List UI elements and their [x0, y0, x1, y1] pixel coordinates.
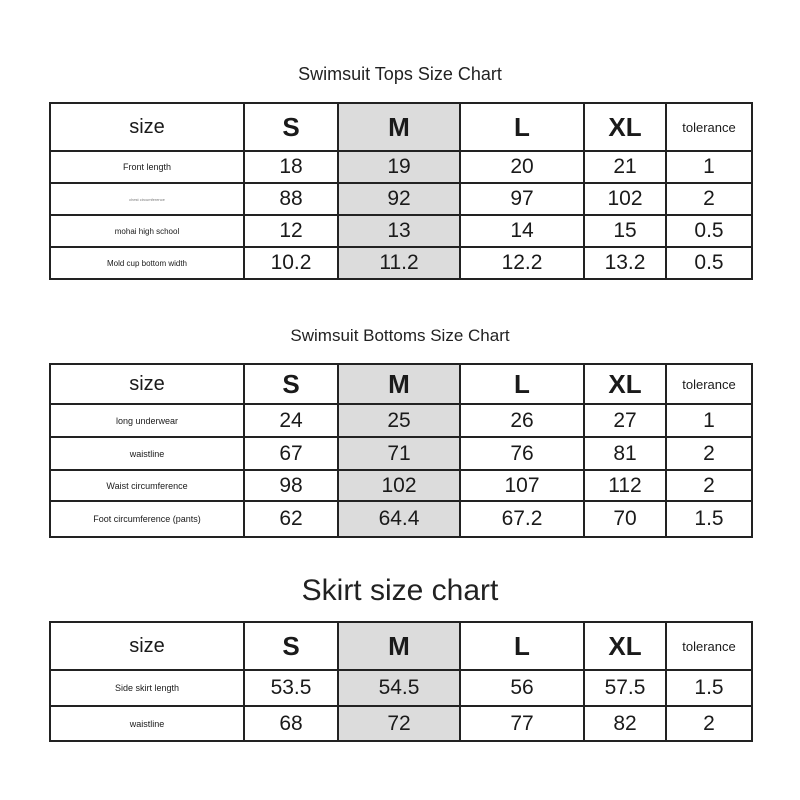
cell-s: 10.2: [244, 247, 338, 279]
header-size-m: M: [338, 103, 460, 151]
table-row: [50, 247, 752, 279]
table-header-row: [50, 364, 752, 404]
skirt-chart-title: Skirt size chart: [301, 574, 499, 607]
cell-tolerance: 2: [666, 706, 752, 741]
cell-tolerance: 2: [666, 183, 752, 215]
table-row: [50, 437, 752, 470]
bottoms-size-table: [49, 363, 753, 538]
cell-tolerance: 1.5: [666, 670, 752, 706]
cell-l: 67.2: [460, 501, 584, 537]
cell-xl: 82: [584, 706, 666, 741]
cell-xl: 27: [584, 404, 666, 437]
cell-s: 68: [244, 706, 338, 741]
cell-s: 88: [244, 183, 338, 215]
cell-xl: 112: [584, 470, 666, 501]
cell-l: 26: [460, 404, 584, 437]
cell-tolerance: 1: [666, 404, 752, 437]
cell-tolerance: 0.5: [666, 247, 752, 279]
table-row: [50, 501, 752, 537]
cell-m: 72: [338, 706, 460, 741]
cell-m: 102: [338, 470, 460, 501]
cell-s: 12: [244, 215, 338, 247]
table-row: [50, 183, 752, 215]
cell-xl: 57.5: [584, 670, 666, 706]
table-header-row: [50, 103, 752, 151]
row-label: mohai high school: [50, 215, 244, 247]
header-size-l: L: [460, 364, 584, 404]
cell-tolerance: 0.5: [666, 215, 752, 247]
header-tolerance: tolerance: [666, 103, 752, 151]
cell-l: 56: [460, 670, 584, 706]
cell-tolerance: 2: [666, 470, 752, 501]
table-row: [50, 151, 752, 183]
cell-m: 13: [338, 215, 460, 247]
cell-s: 18: [244, 151, 338, 183]
cell-xl: 13.2: [584, 247, 666, 279]
row-label: Foot circumference (pants): [50, 501, 244, 537]
cell-xl: 81: [584, 437, 666, 470]
table-row: [50, 470, 752, 501]
header-size-m: M: [338, 622, 460, 670]
row-label: Waist circumference: [50, 470, 244, 501]
cell-s: 24: [244, 404, 338, 437]
cell-xl: 21: [584, 151, 666, 183]
cell-s: 53.5: [244, 670, 338, 706]
tops-size-table: [49, 102, 753, 280]
table-row: [50, 404, 752, 437]
cell-m: 64.4: [338, 501, 460, 537]
header-size-s: S: [244, 364, 338, 404]
cell-m: 11.2: [338, 247, 460, 279]
header-size-l: L: [460, 103, 584, 151]
header-size-s: S: [244, 622, 338, 670]
header-size-l: L: [460, 622, 584, 670]
tops-chart-title: Swimsuit Tops Size Chart: [298, 64, 502, 84]
cell-l: 77: [460, 706, 584, 741]
cell-l: 107: [460, 470, 584, 501]
table-header-row: [50, 622, 752, 670]
cell-tolerance: 2: [666, 437, 752, 470]
cell-m: 71: [338, 437, 460, 470]
cell-tolerance: 1: [666, 151, 752, 183]
cell-xl: 70: [584, 501, 666, 537]
header-size-m: M: [338, 364, 460, 404]
cell-l: 20: [460, 151, 584, 183]
cell-l: 97: [460, 183, 584, 215]
cell-m: 19: [338, 151, 460, 183]
cell-s: 62: [244, 501, 338, 537]
row-label: chest circumference: [50, 183, 244, 215]
bottoms-chart-title: Swimsuit Bottoms Size Chart: [290, 326, 510, 345]
row-label: waistline: [50, 706, 244, 741]
cell-l: 76: [460, 437, 584, 470]
cell-l: 12.2: [460, 247, 584, 279]
row-label: Front length: [50, 151, 244, 183]
cell-xl: 102: [584, 183, 666, 215]
row-label: long underwear: [50, 404, 244, 437]
header-size-label: size: [50, 622, 244, 670]
row-label: Side skirt length: [50, 670, 244, 706]
header-size-s: S: [244, 103, 338, 151]
cell-tolerance: 1.5: [666, 501, 752, 537]
header-tolerance: tolerance: [666, 622, 752, 670]
cell-m: 25: [338, 404, 460, 437]
row-label: waistline: [50, 437, 244, 470]
table-row: [50, 670, 752, 706]
table-row: [50, 215, 752, 247]
header-size-label: size: [50, 364, 244, 404]
skirt-size-table: [49, 621, 753, 742]
header-size-xl: XL: [584, 622, 666, 670]
header-size-xl: XL: [584, 364, 666, 404]
header-size-xl: XL: [584, 103, 666, 151]
cell-l: 14: [460, 215, 584, 247]
row-label: Mold cup bottom width: [50, 247, 244, 279]
cell-m: 92: [338, 183, 460, 215]
cell-s: 98: [244, 470, 338, 501]
cell-m: 54.5: [338, 670, 460, 706]
cell-xl: 15: [584, 215, 666, 247]
table-row: [50, 706, 752, 741]
cell-s: 67: [244, 437, 338, 470]
header-tolerance: tolerance: [666, 364, 752, 404]
header-size-label: size: [50, 103, 244, 151]
